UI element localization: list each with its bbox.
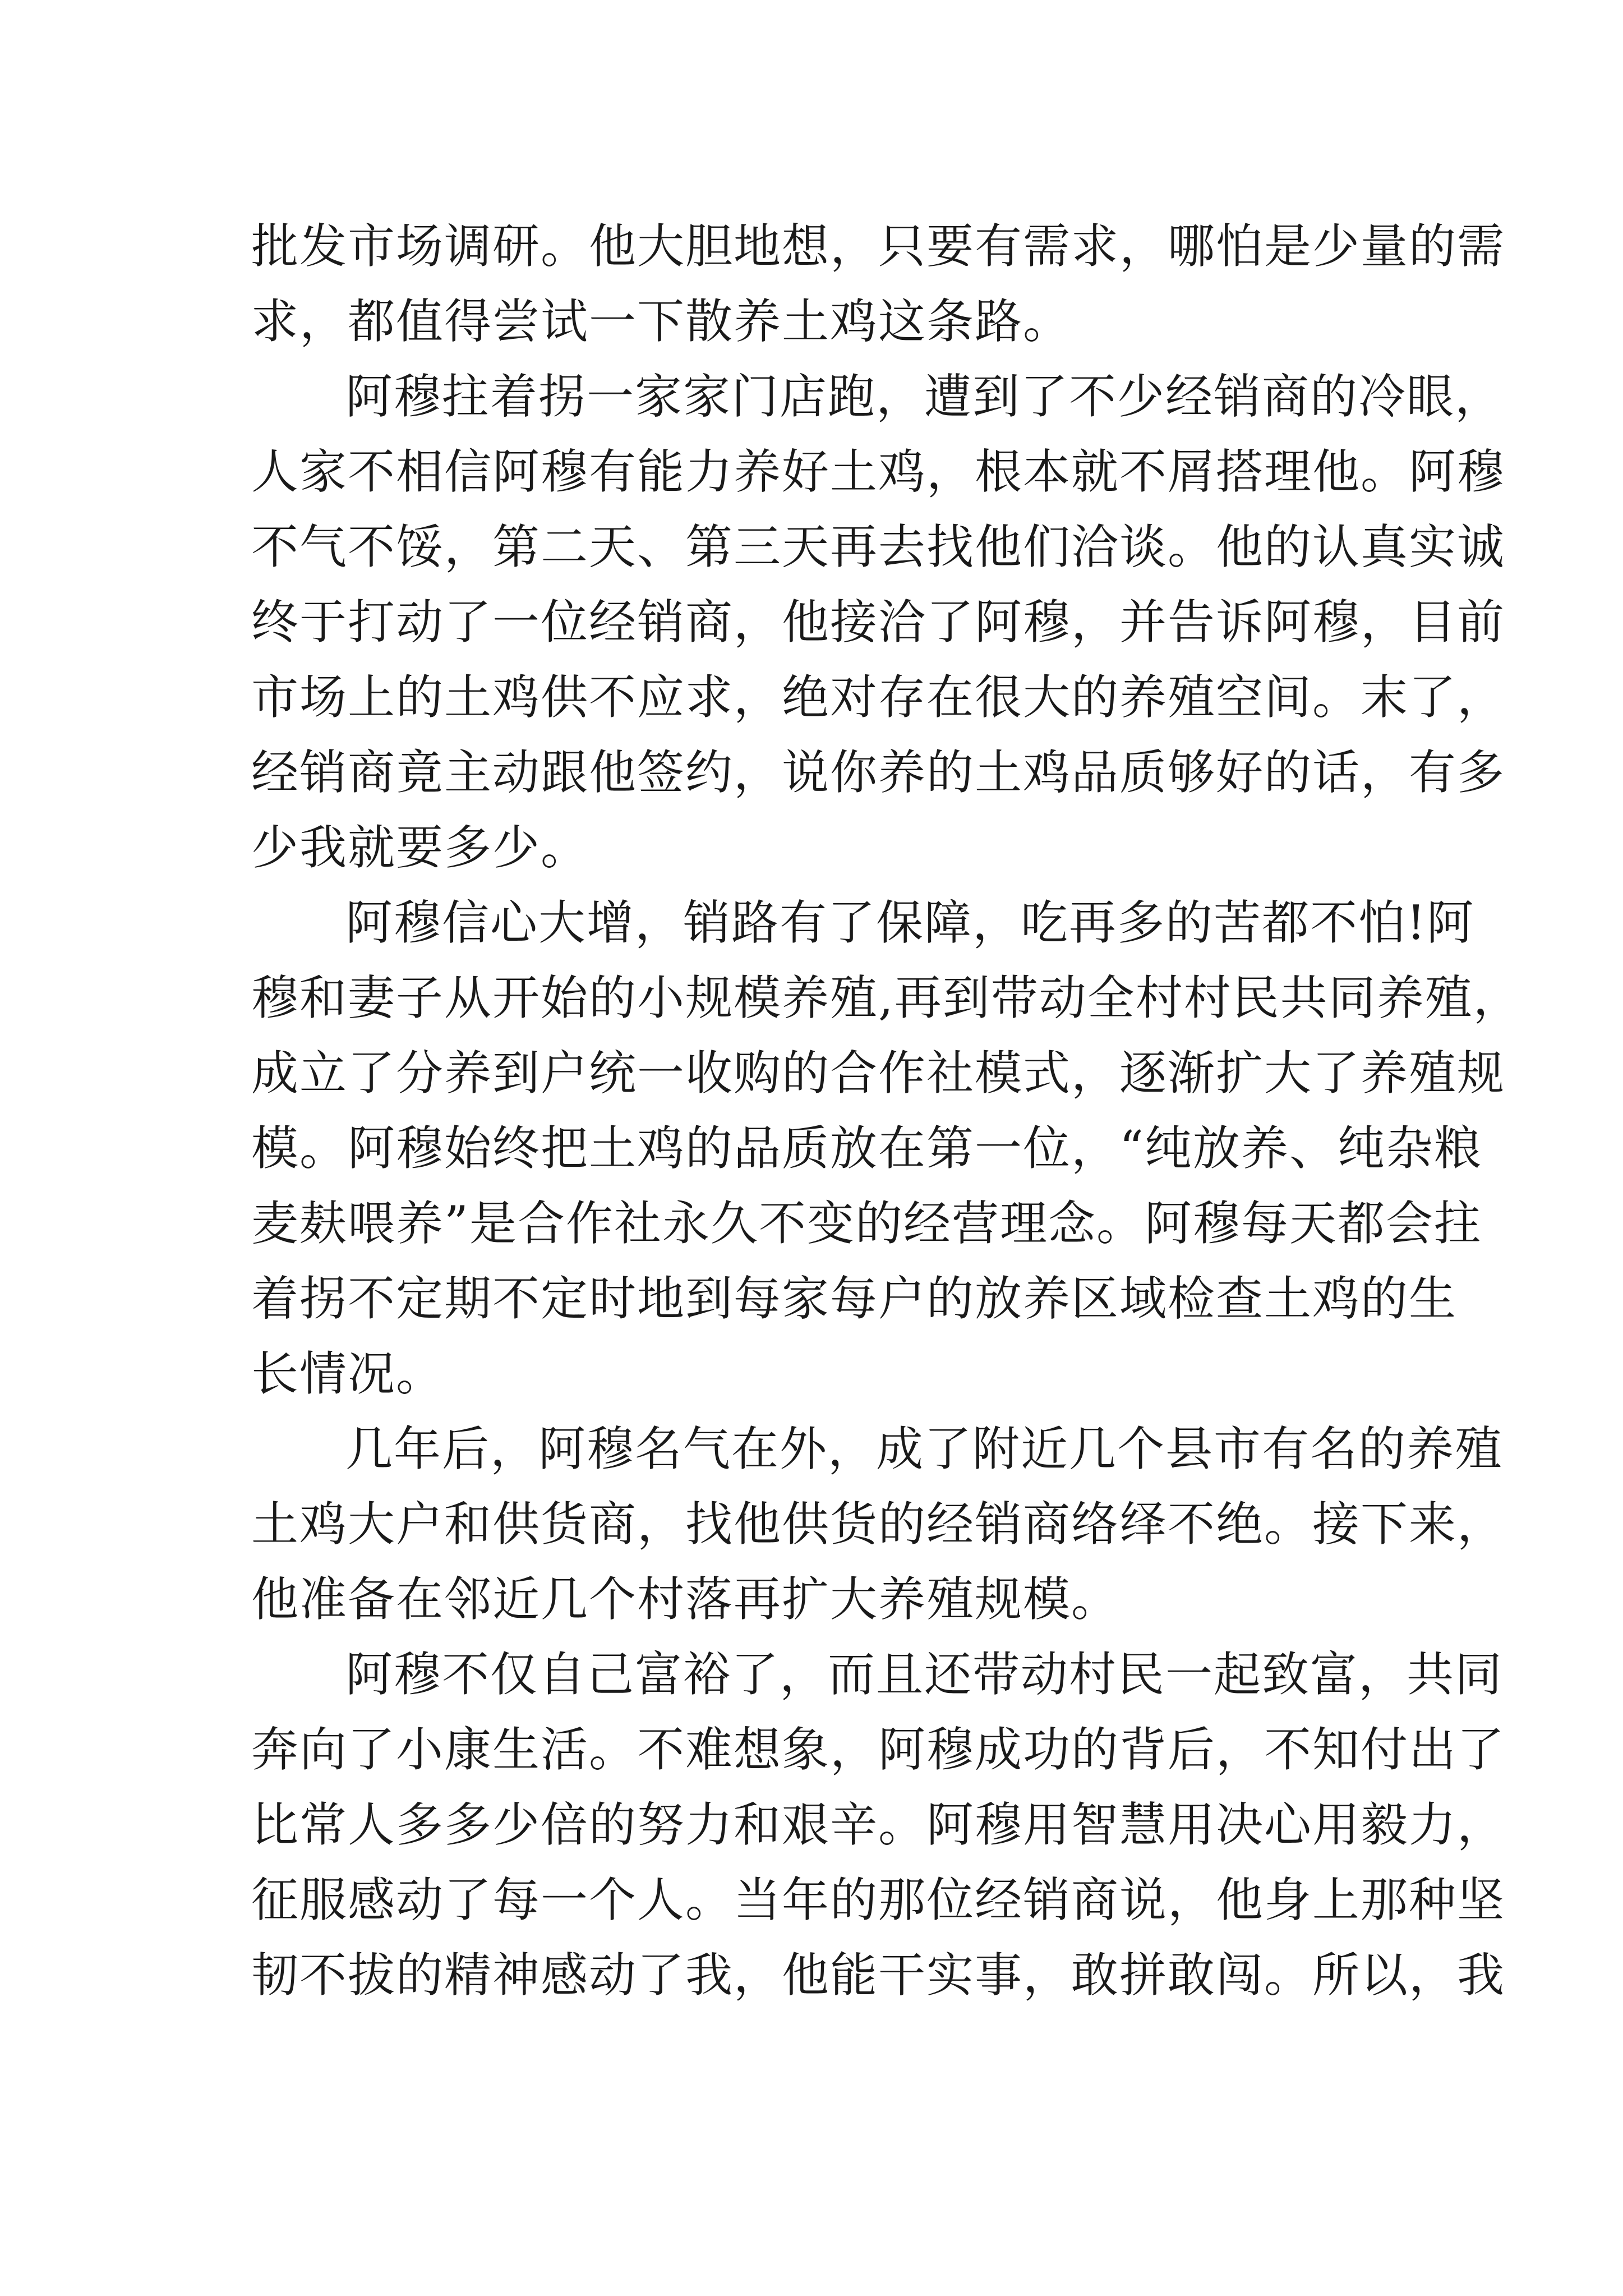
paragraph-3 bbox=[251, 885, 1521, 1411]
text-line: 他准备在邻近几个村落再扩大养殖规模。 bbox=[251, 1572, 1120, 1627]
text-line: 人家不相信阿穆有能力养好土鸡，根本就不屑搭理他。阿穆 bbox=[251, 444, 1506, 499]
text-line: 长情况。 bbox=[251, 1346, 445, 1401]
text-line: 成立了分养到户统一收购的合作社模式，逐渐扩大了养殖规 bbox=[251, 1046, 1506, 1101]
paragraph-4 bbox=[251, 1411, 1506, 1637]
article-body bbox=[251, 209, 1521, 2013]
text-line: 少我就要多少。 bbox=[251, 820, 589, 875]
text-line: 阿穆拄着拐一家家门店跑，遭到了不少经销商的冷眼， bbox=[345, 369, 1504, 424]
text-line: 市场上的土鸡供不应求，绝对存在很大的养殖空间。末了， bbox=[251, 670, 1506, 725]
text-line: 着拐不定期不定时地到每家每户的放养区域检查土鸡的生 bbox=[251, 1271, 1458, 1326]
text-line: 土鸡大户和供货商，找他供货的经销商络绎不绝。接下来， bbox=[251, 1497, 1506, 1552]
text-line: 阿穆信心大增，销路有了保障，吃再多的苦都不怕!阿 bbox=[345, 895, 1475, 950]
text-line: 几年后，阿穆名气在外，成了附近几个县市有名的养殖 bbox=[345, 1421, 1504, 1476]
text-line: 终于打动了一位经销商，他接洽了阿穆，并告诉阿穆，目前 bbox=[251, 595, 1506, 650]
text-line: 奔向了小康生活。不难想象，阿穆成功的背后，不知付出了 bbox=[251, 1722, 1506, 1777]
paragraph-5 bbox=[251, 1637, 1506, 2013]
text-line: 麦麸喂养”是合作社永久不变的经营理念。阿穆每天都会拄 bbox=[251, 1196, 1482, 1251]
text-line: 韧不拔的精神感动了我，他能干实事，敢拼敢闯。所以，我 bbox=[251, 1948, 1506, 2003]
paragraph-2 bbox=[251, 359, 1506, 885]
text-line: 模。阿穆始终把土鸡的品质放在第一位，“纯放养、纯杂粮 bbox=[251, 1121, 1482, 1176]
text-line: 比常人多多少倍的努力和艰辛。阿穆用智慧用决心用毅力， bbox=[251, 1797, 1506, 1852]
text-line: 征服感动了每一个人。当年的那位经销商说，他身上那种坚 bbox=[251, 1872, 1506, 1927]
paragraph-1 bbox=[251, 209, 1506, 359]
text-line: 穆和妻子从开始的小规模养殖,再到带动全村村民共同养殖， bbox=[251, 970, 1521, 1025]
text-line: 不气不馁，第二天、第三天再去找他们洽谈。他的认真实诚 bbox=[251, 519, 1506, 574]
text-line: 经销商竟主动跟他签约，说你养的土鸡品质够好的话，有多 bbox=[251, 745, 1506, 800]
text-line: 批发市场调研。他大胆地想，只要有需求，哪怕是少量的需 bbox=[251, 219, 1506, 274]
text-line: 阿穆不仅自己富裕了，而且还带动村民一起致富，共同 bbox=[345, 1647, 1504, 1702]
text-line: 求，都值得尝试一下散养土鸡这条路。 bbox=[251, 294, 1072, 349]
